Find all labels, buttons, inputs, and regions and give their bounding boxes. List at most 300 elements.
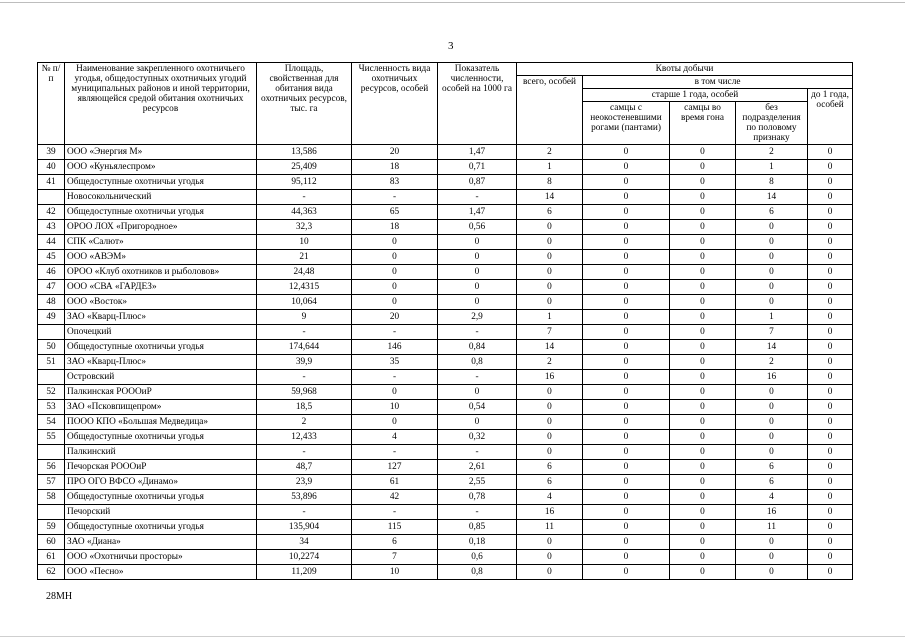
cell-density: 0,78 [438,490,517,505]
cell-under1: 0 [808,160,853,175]
cell-males-rut: 0 [670,190,736,205]
cell-area: 44,363 [257,205,352,220]
cell-total: 4 [517,490,583,505]
cell-num: 52 [38,385,65,400]
table-row [38,400,853,415]
cell-num: 55 [38,430,65,445]
table-row [38,220,853,235]
cell-num: 57 [38,475,65,490]
cell-num: 54 [38,415,65,430]
cell-total: 0 [517,250,583,265]
cell-total: 16 [517,370,583,385]
cell-no-sex: 2 [736,355,808,370]
cell-total: 7 [517,325,583,340]
cell-density: 0,84 [438,340,517,355]
cell-density: 0 [438,250,517,265]
cell-under1: 0 [808,250,853,265]
cell-males-rut: 0 [670,430,736,445]
cell-count: 83 [352,175,438,190]
cell-no-sex: 0 [736,445,808,460]
cell-total: 8 [517,175,583,190]
table-row [38,565,853,580]
table-row [38,550,853,565]
table-row [38,460,853,475]
cell-under1: 0 [808,490,853,505]
cell-density: 0,8 [438,565,517,580]
cell-count: 0 [352,235,438,250]
cell-num: 56 [38,460,65,475]
cell-no-sex: 16 [736,505,808,520]
cell-males-rut: 0 [670,175,736,190]
cell-no-sex: 0 [736,265,808,280]
cell-density: 0,8 [438,355,517,370]
cell-count: 20 [352,310,438,325]
cell-males-antlers: 0 [583,340,670,355]
cell-density: - [438,370,517,385]
cell-num: 43 [38,220,65,235]
cell-area: 59,968 [257,385,352,400]
cell-area: 2 [257,415,352,430]
cell-under1: 0 [808,310,853,325]
cell-total: 0 [517,295,583,310]
cell-count: 7 [352,550,438,565]
cell-density: 0,6 [438,550,517,565]
cell-under1: 0 [808,280,853,295]
cell-density: 0 [438,295,517,310]
cell-area: - [257,370,352,385]
cell-count: - [352,190,438,205]
cell-under1: 0 [808,370,853,385]
table-row [38,520,853,535]
cell-males-antlers: 0 [583,520,670,535]
cell-males-rut: 0 [670,400,736,415]
cell-males-antlers: 0 [583,175,670,190]
cell-under1: 0 [808,520,853,535]
cell-density: 1,47 [438,145,517,160]
cell-num: 58 [38,490,65,505]
cell-no-sex: 0 [736,550,808,565]
cell-under1: 0 [808,295,853,310]
cell-males-rut: 0 [670,145,736,160]
cell-count: 20 [352,145,438,160]
table-row [38,190,853,205]
cell-no-sex: 8 [736,175,808,190]
cell-area: 32,3 [257,220,352,235]
cell-area: 10,064 [257,295,352,310]
cell-no-sex: 0 [736,295,808,310]
cell-no-sex: 16 [736,370,808,385]
cell-total: 2 [517,145,583,160]
table-row [38,415,853,430]
cell-name: Общедоступные охотничьи угодья [65,520,257,535]
table-row [38,430,853,445]
cell-density: 1,47 [438,205,517,220]
cell-males-antlers: 0 [583,550,670,565]
cell-num [38,325,65,340]
cell-count: 65 [352,205,438,220]
cell-no-sex: 0 [736,565,808,580]
table-body [38,145,853,580]
cell-males-rut: 0 [670,235,736,250]
cell-num: 44 [38,235,65,250]
cell-density: - [438,505,517,520]
cell-count: - [352,445,438,460]
cell-name: ООО «Песно» [65,565,257,580]
header-quotas: Квоты добычи [517,63,853,76]
cell-count: 0 [352,265,438,280]
cell-area: 11,209 [257,565,352,580]
table-row [38,250,853,265]
cell-num: 51 [38,355,65,370]
cell-males-rut: 0 [670,160,736,175]
header-older: старше 1 года, особей [583,89,808,102]
cell-males-antlers: 0 [583,415,670,430]
cell-males-rut: 0 [670,565,736,580]
table-row [38,205,853,220]
cell-total: 6 [517,205,583,220]
header-count: Численность вида охотничьих ресурсов, особей [352,63,438,145]
cell-males-rut: 0 [670,385,736,400]
cell-under1: 0 [808,460,853,475]
cell-total: 0 [517,280,583,295]
cell-area: 174,644 [257,340,352,355]
cell-count: - [352,370,438,385]
cell-area: 21 [257,250,352,265]
cell-num: 59 [38,520,65,535]
cell-males-antlers: 0 [583,505,670,520]
cell-density: 0 [438,265,517,280]
cell-under1: 0 [808,550,853,565]
cell-num [38,445,65,460]
cell-num: 61 [38,550,65,565]
cell-num: 39 [38,145,65,160]
cell-area: - [257,505,352,520]
cell-name: ЗАО «Псковпищепром» [65,400,257,415]
scan-edge-top [0,2,905,3]
quota-table-container [37,62,852,580]
cell-no-sex: 14 [736,340,808,355]
cell-no-sex: 0 [736,535,808,550]
cell-name: Печорский [65,505,257,520]
cell-no-sex: 7 [736,325,808,340]
cell-males-rut: 0 [670,475,736,490]
cell-no-sex: 0 [736,250,808,265]
cell-males-antlers: 0 [583,565,670,580]
cell-no-sex: 11 [736,520,808,535]
cell-area: 34 [257,535,352,550]
cell-density: 0,56 [438,220,517,235]
cell-under1: 0 [808,145,853,160]
cell-no-sex: 0 [736,385,808,400]
cell-males-rut: 0 [670,505,736,520]
cell-count: 18 [352,160,438,175]
cell-under1: 0 [808,400,853,415]
cell-under1: 0 [808,415,853,430]
cell-area: 10,2274 [257,550,352,565]
header-num: № п/п [38,63,65,145]
cell-males-antlers: 0 [583,370,670,385]
cell-name: Общедоступные охотничьи угодья [65,175,257,190]
cell-area: 23,9 [257,475,352,490]
cell-males-rut: 0 [670,490,736,505]
cell-total: 0 [517,400,583,415]
cell-under1: 0 [808,385,853,400]
cell-no-sex: 1 [736,160,808,175]
cell-total: 0 [517,385,583,400]
cell-count: - [352,325,438,340]
cell-count: 0 [352,415,438,430]
header-no-sex: без подразделения по половому признаку [736,102,808,145]
cell-num: 48 [38,295,65,310]
cell-under1: 0 [808,475,853,490]
cell-name: ЗАО «Диана» [65,535,257,550]
header-total: всего, особей [517,76,583,145]
cell-num: 62 [38,565,65,580]
cell-density: 0,32 [438,430,517,445]
cell-name: ЗАО «Кварц-Плюс» [65,310,257,325]
header-under1: до 1 года, особей [808,89,853,145]
cell-density: 0,85 [438,520,517,535]
cell-name: Общедоступные охотничьи угодья [65,340,257,355]
cell-name: ООО «Восток» [65,295,257,310]
cell-under1: 0 [808,235,853,250]
cell-num: 47 [38,280,65,295]
cell-area: - [257,325,352,340]
cell-name: ООО «Охотничьи просторы» [65,550,257,565]
cell-no-sex: 6 [736,475,808,490]
cell-males-antlers: 0 [583,490,670,505]
cell-males-rut: 0 [670,535,736,550]
cell-males-antlers: 0 [583,385,670,400]
cell-males-rut: 0 [670,355,736,370]
cell-count: 18 [352,220,438,235]
cell-males-rut: 0 [670,325,736,340]
cell-density: 0 [438,280,517,295]
cell-name: ЗАО «Кварц-Плюс» [65,355,257,370]
cell-under1: 0 [808,325,853,340]
cell-males-antlers: 0 [583,325,670,340]
table-row [38,265,853,280]
cell-males-antlers: 0 [583,535,670,550]
cell-density: - [438,325,517,340]
cell-under1: 0 [808,205,853,220]
cell-count: 0 [352,280,438,295]
cell-under1: 0 [808,340,853,355]
cell-males-antlers: 0 [583,280,670,295]
cell-num: 42 [38,205,65,220]
header-including: в том числе [583,76,853,89]
page-number: 3 [448,40,454,52]
cell-count: 4 [352,430,438,445]
cell-males-rut: 0 [670,310,736,325]
cell-density: 2,55 [438,475,517,490]
cell-males-antlers: 0 [583,310,670,325]
cell-density: 0 [438,385,517,400]
cell-count: 127 [352,460,438,475]
cell-num [38,505,65,520]
cell-count: 115 [352,520,438,535]
cell-total: 6 [517,460,583,475]
cell-total: 0 [517,235,583,250]
table-row [38,280,853,295]
cell-under1: 0 [808,220,853,235]
cell-males-rut: 0 [670,370,736,385]
cell-count: 0 [352,295,438,310]
cell-area: - [257,190,352,205]
cell-area: 24,48 [257,265,352,280]
cell-males-antlers: 0 [583,235,670,250]
header-males-rut: самцы во время гона [670,102,736,145]
cell-total: 0 [517,265,583,280]
table-row [38,160,853,175]
cell-total: 0 [517,220,583,235]
footer-code: 28МН [46,591,73,602]
cell-males-antlers: 0 [583,295,670,310]
cell-males-antlers: 0 [583,160,670,175]
cell-name: ООО «Куньялеспром» [65,160,257,175]
cell-num: 60 [38,535,65,550]
table-row [38,340,853,355]
cell-area: 135,904 [257,520,352,535]
table-row [38,175,853,190]
cell-name: СПК «Салют» [65,235,257,250]
cell-density: 0 [438,235,517,250]
cell-density: - [438,190,517,205]
cell-males-rut: 0 [670,415,736,430]
cell-name: ООО «Энергия М» [65,145,257,160]
table-row [38,490,853,505]
table-row [38,295,853,310]
cell-name: ООО «АВЭМ» [65,250,257,265]
cell-count: - [352,505,438,520]
cell-total: 1 [517,310,583,325]
cell-under1: 0 [808,445,853,460]
cell-count: 10 [352,565,438,580]
table-row [38,145,853,160]
cell-count: 0 [352,250,438,265]
cell-area: 95,112 [257,175,352,190]
cell-name: ОРОО ЛОХ «Пригородное» [65,220,257,235]
cell-no-sex: 4 [736,490,808,505]
cell-total: 1 [517,160,583,175]
cell-total: 0 [517,550,583,565]
cell-name: ОРОО «Клуб охотников и рыболовов» [65,265,257,280]
header-males-antlers: самцы с неокостеневшими рогами (пантами) [583,102,670,145]
cell-males-rut: 0 [670,280,736,295]
cell-males-rut: 0 [670,445,736,460]
cell-males-rut: 0 [670,520,736,535]
cell-total: 0 [517,535,583,550]
cell-name: ПРО ОГО ВФСО «Динамо» [65,475,257,490]
cell-area: 9 [257,310,352,325]
cell-total: 6 [517,475,583,490]
cell-density: 0,54 [438,400,517,415]
cell-males-rut: 0 [670,265,736,280]
cell-males-antlers: 0 [583,445,670,460]
table-row [38,310,853,325]
cell-under1: 0 [808,505,853,520]
cell-total: 0 [517,565,583,580]
table-row [38,325,853,340]
cell-num: 45 [38,250,65,265]
table-row [38,445,853,460]
cell-males-rut: 0 [670,550,736,565]
cell-no-sex: 6 [736,205,808,220]
cell-males-antlers: 0 [583,145,670,160]
cell-males-antlers: 0 [583,430,670,445]
cell-name: ООО «СВА «ГАРДЕЗ» [65,280,257,295]
cell-name: Новосокольнический [65,190,257,205]
cell-area: 12,4315 [257,280,352,295]
cell-males-antlers: 0 [583,355,670,370]
cell-males-rut: 0 [670,205,736,220]
cell-males-rut: 0 [670,250,736,265]
cell-under1: 0 [808,175,853,190]
cell-num [38,190,65,205]
table-row [38,535,853,550]
cell-no-sex: 0 [736,280,808,295]
cell-name: Островский [65,370,257,385]
cell-num [38,370,65,385]
cell-count: 6 [352,535,438,550]
cell-area: 39,9 [257,355,352,370]
cell-name: Палкинская РОООиР [65,385,257,400]
cell-count: 35 [352,355,438,370]
cell-density: 0 [438,415,517,430]
cell-under1: 0 [808,265,853,280]
cell-area: 48,7 [257,460,352,475]
cell-density: 0,87 [438,175,517,190]
cell-count: 42 [352,490,438,505]
table-header [38,63,853,145]
cell-no-sex: 2 [736,145,808,160]
cell-num: 46 [38,265,65,280]
table-row [38,475,853,490]
cell-males-rut: 0 [670,220,736,235]
cell-total: 14 [517,190,583,205]
cell-under1: 0 [808,535,853,550]
cell-name: Общедоступные охотничьи угодья [65,490,257,505]
cell-num: 49 [38,310,65,325]
cell-no-sex: 0 [736,235,808,250]
cell-no-sex: 0 [736,220,808,235]
cell-density: 0,18 [438,535,517,550]
cell-no-sex: 0 [736,415,808,430]
cell-area: 25,409 [257,160,352,175]
cell-area: 13,586 [257,145,352,160]
cell-males-antlers: 0 [583,265,670,280]
cell-total: 0 [517,415,583,430]
cell-males-antlers: 0 [583,220,670,235]
cell-area: - [257,445,352,460]
header-area: Площадь, свойственная для обитания вида охотничьих ресурсов, тыс. га [257,63,352,145]
cell-density: 2,9 [438,310,517,325]
cell-name: Палкинский [65,445,257,460]
cell-no-sex: 1 [736,310,808,325]
cell-no-sex: 6 [736,460,808,475]
table-row [38,505,853,520]
cell-area: 12,433 [257,430,352,445]
quota-table [37,62,853,580]
cell-num: 41 [38,175,65,190]
cell-males-rut: 0 [670,295,736,310]
cell-males-antlers: 0 [583,460,670,475]
cell-males-antlers: 0 [583,400,670,415]
cell-name: Общедоступные охотничьи угодья [65,205,257,220]
cell-num: 53 [38,400,65,415]
cell-males-antlers: 0 [583,250,670,265]
header-name: Наименование закрепленного охотничьего угодья, общедоступных охотничьих угодий муниципальных районов и иной территории, являющейся средой обитания охотничьих ресурсов [65,63,257,145]
